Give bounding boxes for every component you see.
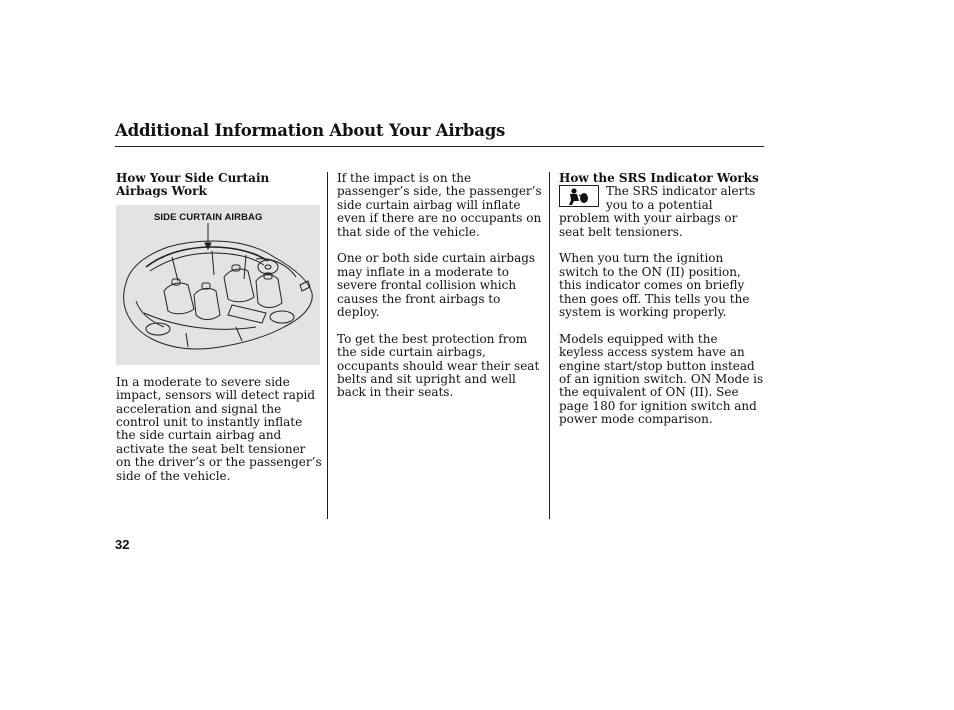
car-interior-drawing (116, 205, 320, 365)
section-heading-srs: How the SRS Indicator Works (559, 171, 759, 185)
body-text: If the impact is on the passenger’s side, the passenger’s side curtain airbag will inflate even if there are no occupants on that side of the vehicle. (337, 171, 542, 239)
body-text: One or both side curtain airbags may inflate in a moderate to severe frontal collision which causes the front airbags to deploy. (337, 251, 536, 320)
body-text: The SRS indicator alerts you to a potential problem with your airbags or seat belt tensioners. (559, 184, 756, 239)
column-divider (327, 172, 328, 519)
side-curtain-airbag-illustration (116, 205, 320, 365)
column-side-curtain (116, 172, 322, 496)
body-text: In a moderate to severe side impact, sensors will detect rapid acceleration and signal the control unit to instantly inflate the side curtain airbag and activate the seat belt tensioner on the driver’s or the passenger’s side of the vehicle. (116, 374, 322, 483)
section-heading-side-curtain: How Your Side Curtain Airbags Work (116, 171, 270, 199)
page-title: Additional Information About Your Airbags (115, 121, 506, 140)
body-text: Models equipped with the keyless access system have an engine start/stop button instead of an ignition switch. ON Mode is the equivalent of ON (II). See page 180 for ignition switch and power mode comparison. (559, 331, 764, 427)
column-passenger-side (337, 172, 543, 413)
body-text: To get the best protection from the side curtain airbags, occupants should wear their seat belts and sit upright and well back in their seats. (337, 331, 540, 400)
column-divider (549, 172, 550, 519)
page-number: 32 (115, 537, 130, 552)
figure-label: SIDE CURTAIN AIRBAG (154, 211, 263, 223)
srs-airbag-indicator-icon (559, 185, 599, 207)
body-text: When you turn the ignition switch to the ON (II) position, this indicator comes on briefly then goes off. This tells you the system is working properly. (559, 251, 750, 320)
column-srs-indicator (559, 172, 765, 440)
title-divider (115, 146, 764, 147)
